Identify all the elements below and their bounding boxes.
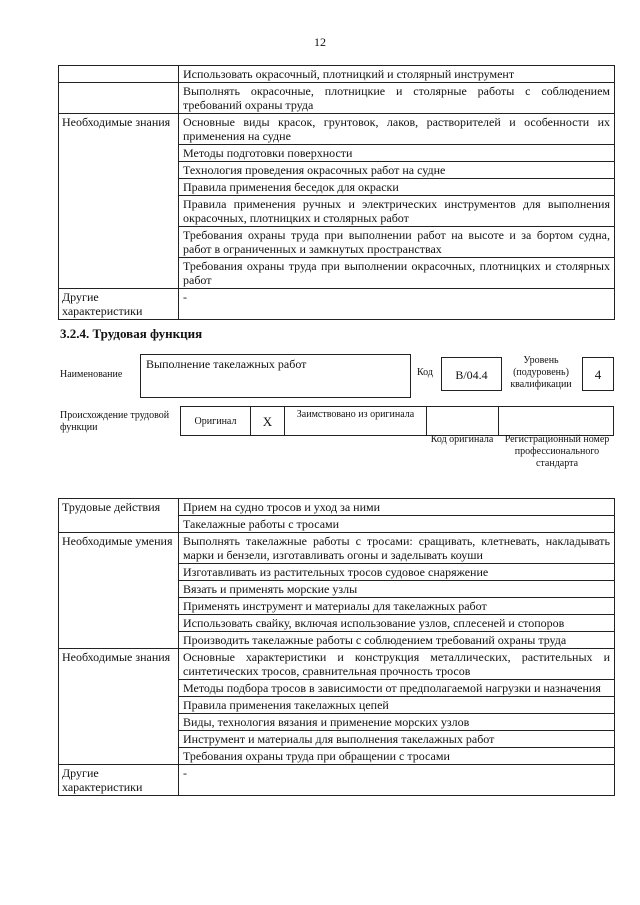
original-label: Оригинал — [180, 406, 250, 436]
row-label — [59, 66, 179, 83]
knowledge-label: Необходимые знания — [59, 649, 179, 765]
code-value-box: B/04.4 — [441, 357, 502, 391]
table-cell: Правила применения беседок для окраски — [179, 179, 615, 196]
table-cell: Методы подготовки поверхности — [179, 145, 615, 162]
actions-label: Трудовые действия — [59, 499, 179, 533]
table-row — [59, 66, 615, 83]
table-cell: Производить такелажные работы с соблюдением требований охраны труда — [179, 632, 615, 649]
name-label: Наименование — [60, 369, 123, 380]
page-number: 12 — [314, 35, 326, 49]
table-cell: Правила применения такелажных цепей — [179, 697, 615, 714]
code-label: Код — [417, 367, 433, 378]
code-original-cell — [426, 406, 498, 436]
bottom-requirements-table — [58, 498, 615, 796]
table-row — [59, 765, 615, 796]
other-value: - — [179, 765, 615, 796]
code-original-label: Код оригинала — [430, 434, 494, 445]
table-cell: Использовать свайку, включая использование узлов, сплесеней и стопоров — [179, 615, 615, 632]
level-label: Уровень (подуровень) квалификации — [510, 355, 572, 390]
section-heading: 3.2.4. Трудовая функция — [60, 326, 203, 341]
skills-label: Необходимые умения — [59, 533, 179, 649]
table-cell: Инструмент и материалы для выполнения такелажных работ — [179, 731, 615, 748]
table-cell: Правила применения ручных и электрических инструментов для выполнения окрасочных, плотницких и столярных работ — [179, 196, 615, 227]
table-cell: Требования охраны труда при выполнении окрасочных, плотницких и столярных работ — [179, 258, 615, 289]
knowledge-label: Необходимые знания — [59, 114, 179, 289]
origin-row — [180, 406, 614, 436]
table-cell: Требования охраны труда при обращении с тросами — [179, 748, 615, 765]
row-label — [59, 83, 179, 114]
table-cell: Такелажные работы с тросами — [179, 516, 615, 533]
table-row — [59, 649, 615, 680]
table-cell: Требования охраны труда при выполнении работ на высоте и за бортом судна, работ в ограниченных и замкнутых пространствах — [179, 227, 615, 258]
table-cell: Основные виды красок, грунтовок, лаков, растворителей и особенности их применения на судне — [179, 114, 615, 145]
table-cell: Вязать и применять морские узлы — [179, 581, 615, 598]
reg-number-cell — [498, 406, 614, 436]
reg-number-label: Регистрационный номер профессионального стандарта — [504, 434, 610, 469]
table-row — [59, 533, 615, 564]
borrowed-label: Заимствовано из оригинала — [284, 406, 426, 436]
table-cell: Методы подбора тросов в зависимости от предполагаемой нагрузки и назначения — [179, 680, 615, 697]
table-cell: Выполнять окрасочные, плотницкие и столярные работы с соблюдением требований охраны труда — [179, 83, 615, 114]
table-cell: Применять инструмент и материалы для такелажных работ — [179, 598, 615, 615]
table-cell: Прием на судно тросов и уход за ними — [179, 499, 615, 516]
table-cell: Выполнять такелажные работы с тросами: сращивать, клетневать, накладывать марки и бензели, изготавливать огоны и заделывать коуши — [179, 533, 615, 564]
other-label: Другие характеристики — [59, 289, 179, 320]
name-value-box: Выполнение такелажных работ — [140, 354, 411, 398]
original-mark: X — [250, 406, 284, 436]
table-cell: Основные характеристики и конструкция металлических, растительных и синтетических тросов, сравнительная прочность тросов — [179, 649, 615, 680]
other-value: - — [179, 289, 615, 320]
table-cell: Изготавливать из растительных тросов судовое снаряжение — [179, 564, 615, 581]
origin-label: Происхождение трудовой функции — [60, 410, 170, 433]
top-requirements-table — [58, 65, 615, 320]
table-cell: Виды, технология вязания и применение морских узлов — [179, 714, 615, 731]
table-cell: Использовать окрасочный, плотницкий и столярный инструмент — [179, 66, 615, 83]
level-value-box: 4 — [582, 357, 614, 391]
table-row — [59, 499, 615, 516]
table-row — [59, 83, 615, 114]
table-row — [59, 114, 615, 145]
table-cell: Технология проведения окрасочных работ на судне — [179, 162, 615, 179]
table-row — [59, 289, 615, 320]
other-label: Другие характеристики — [59, 765, 179, 796]
